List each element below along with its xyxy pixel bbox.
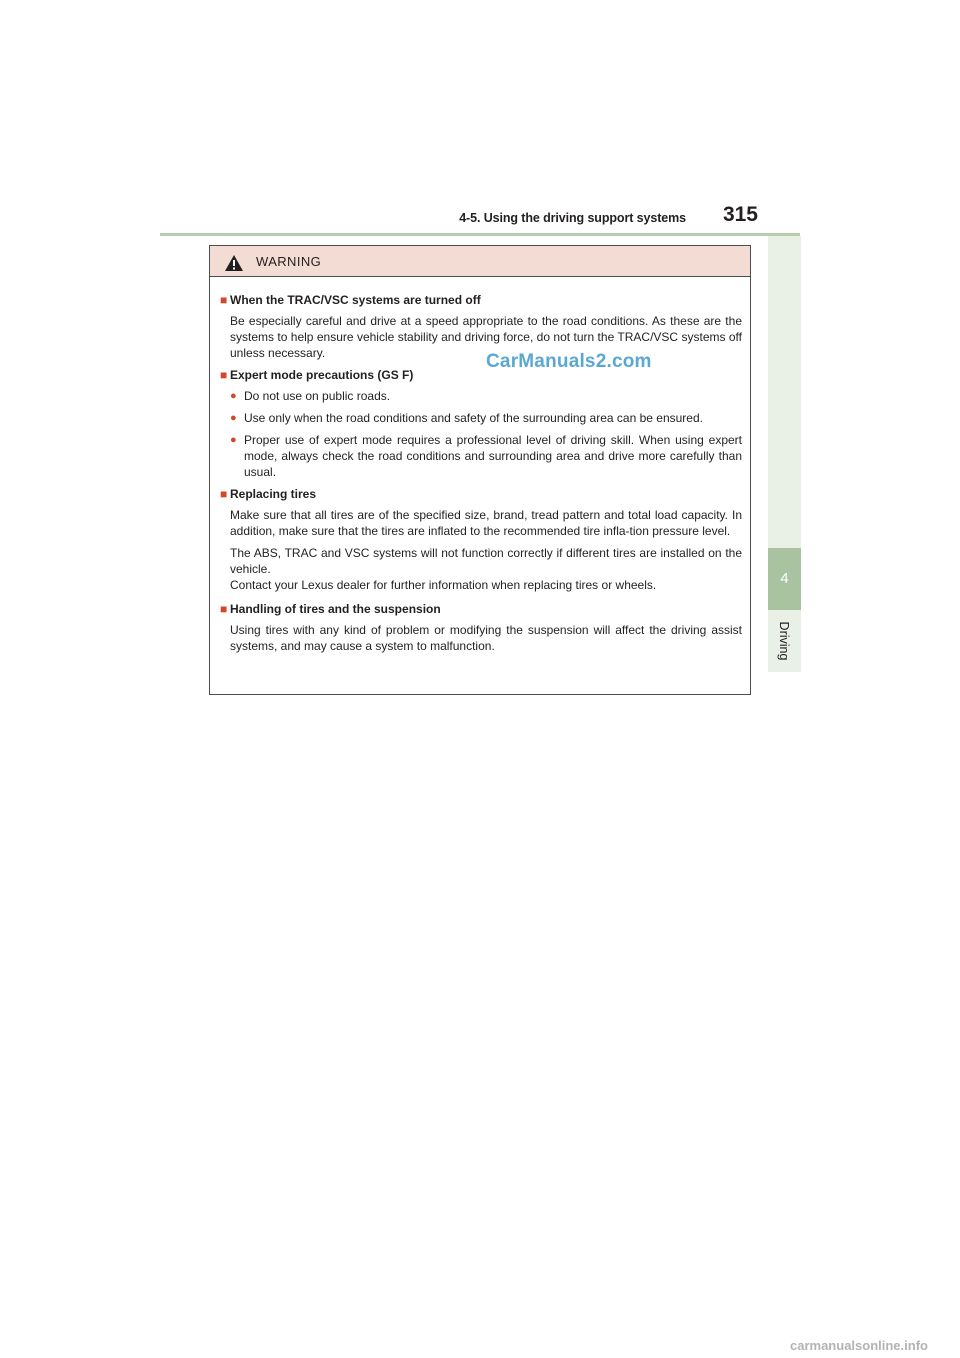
warning-item-replacing-tires (220, 486, 742, 593)
page-number: 315 (722, 203, 758, 226)
circle-bullet-icon: ● (230, 390, 237, 402)
warning-box (209, 245, 751, 695)
square-bullet-icon: ■ (220, 293, 228, 307)
warning-title: WARNING (256, 254, 322, 269)
item-paragraph: Using tires with any kind of problem or modifying the suspension will affect the driving assist systems, and may cause a system to malfunction. (230, 623, 742, 653)
chapter-number: 4 (780, 570, 789, 587)
circle-bullet-icon: ● (230, 434, 237, 446)
item-paragraph: Make sure that all tires are of the specified size, brand, tread pattern and total load capacity. In addition, make sure that the tires are inflated to the recommended tire infla-tion pressure level. (230, 508, 742, 538)
warning-body (210, 277, 750, 654)
item-paragraph: The ABS, TRAC and VSC systems will not function correctly if different tires are installed on the vehicle. Contact your Lexus dealer for further information when replacing tires or wheels. (230, 546, 742, 592)
watermark-top: CarManuals2.com (486, 351, 652, 372)
page-header (160, 200, 800, 236)
square-bullet-icon: ■ (220, 368, 228, 382)
chapter-label: Driving (777, 621, 791, 661)
watermark-bottom: carmanualsonline.info (790, 1338, 928, 1353)
list-item: ● Use only when the road conditions and safety of the surrounding area can be ensured. (230, 411, 703, 425)
warning-header (210, 246, 750, 277)
item-heading: ■ Expert mode precautions (GS F) (220, 368, 414, 382)
chapter-number-box (768, 548, 801, 610)
square-bullet-icon: ■ (220, 602, 228, 616)
warning-triangle-icon (224, 254, 244, 272)
header-divider (160, 233, 800, 236)
item-heading: ■ When the TRAC/VSC systems are turned off (220, 293, 481, 307)
square-bullet-icon: ■ (220, 487, 228, 501)
item-paragraph: Be especially careful and drive at a speed appropriate to the road conditions. As these are the systems to help ensure vehicle stability and driving force, do not turn the TRAC/VSC systems off unless necessary. (230, 314, 742, 360)
warning-item-expert-mode (220, 367, 742, 480)
warning-item-trac-vsc-off (220, 292, 742, 361)
circle-bullet-icon: ● (230, 412, 237, 424)
list-item: ● Do not use on public roads. (230, 389, 391, 403)
warning-item-tires-suspension (220, 601, 742, 654)
section-title: 4-5. Using the driving support systems (459, 211, 686, 225)
list-item: ● Proper use of expert mode requires a professional level of driving skill. When using expert mode, always check the road conditions and surrounding area and drive more carefully than usual. (230, 433, 742, 479)
item-heading: ■ Replacing tires (220, 487, 317, 501)
item-heading: ■ Handling of tires and the suspension (220, 602, 441, 616)
